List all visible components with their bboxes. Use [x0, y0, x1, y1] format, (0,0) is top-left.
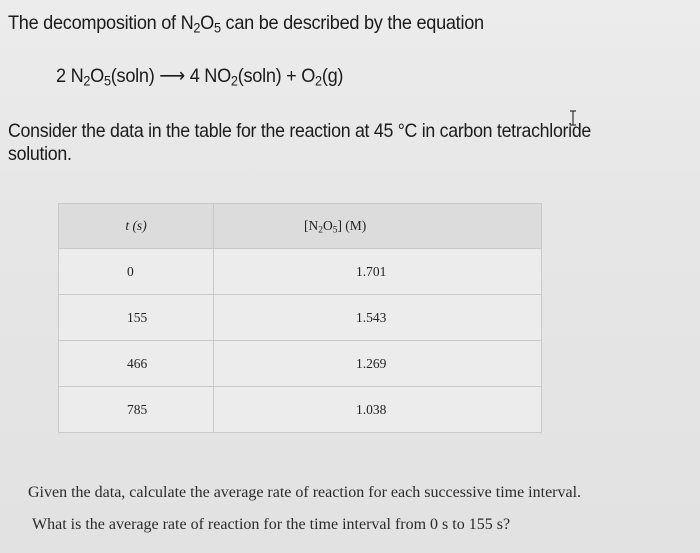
subscript: 2 [83, 73, 91, 89]
consider-sentence: Consider the data in the table for the reaction at 45 °C in carbon tetrachloride solution. [8, 120, 592, 165]
table-row [59, 341, 542, 387]
header-part: ] (M) [337, 218, 367, 233]
table-header-row [59, 204, 542, 249]
eq-part: 2 N [56, 65, 84, 87]
eq-part: (soln) + O [237, 65, 316, 87]
time-cell: 785 [59, 387, 214, 433]
intro-text: O [200, 12, 215, 34]
concentration-cell: 1.543 [214, 295, 542, 341]
data-table [58, 203, 542, 433]
eq-part: (soln) ⟶ 4 NO [110, 65, 231, 87]
table-row [59, 387, 542, 433]
subscript: 2 [193, 20, 201, 36]
table-row [59, 295, 542, 341]
header-part: [N [304, 218, 319, 233]
intro-sentence [8, 12, 484, 35]
time-header-label: t (s) [125, 218, 147, 233]
instruction-text: Given the data, calculate the average rate of reaction for each successive time interval. [28, 484, 582, 501]
time-cell: 466 [59, 341, 214, 387]
concentration-cell: 1.701 [214, 249, 542, 295]
subscript: 5 [214, 20, 221, 36]
question-text: What is the average rate of reaction for the time interval from 0 s to 155 s? [32, 516, 511, 533]
text-cursor-icon [568, 110, 578, 126]
reaction-equation [56, 64, 343, 88]
subscript: 2 [230, 73, 238, 89]
concentration-cell: 1.038 [214, 387, 542, 433]
header-part: O [322, 218, 333, 233]
time-cell: 155 [59, 295, 214, 341]
table-row [59, 249, 542, 295]
time-column-header [59, 204, 214, 249]
concentration-column-header [214, 204, 542, 249]
intro-text: can be described by the equation [220, 12, 484, 34]
eq-part: O [90, 65, 105, 87]
eq-part: (g) [321, 65, 344, 87]
subscript: 5 [332, 225, 338, 236]
intro-text: The decomposition of N [8, 12, 194, 34]
time-cell: 0 [59, 249, 214, 295]
subscript: 2 [318, 225, 323, 236]
concentration-cell: 1.269 [214, 341, 542, 387]
subscript: 2 [315, 73, 322, 89]
subscript: 5 [104, 73, 111, 89]
